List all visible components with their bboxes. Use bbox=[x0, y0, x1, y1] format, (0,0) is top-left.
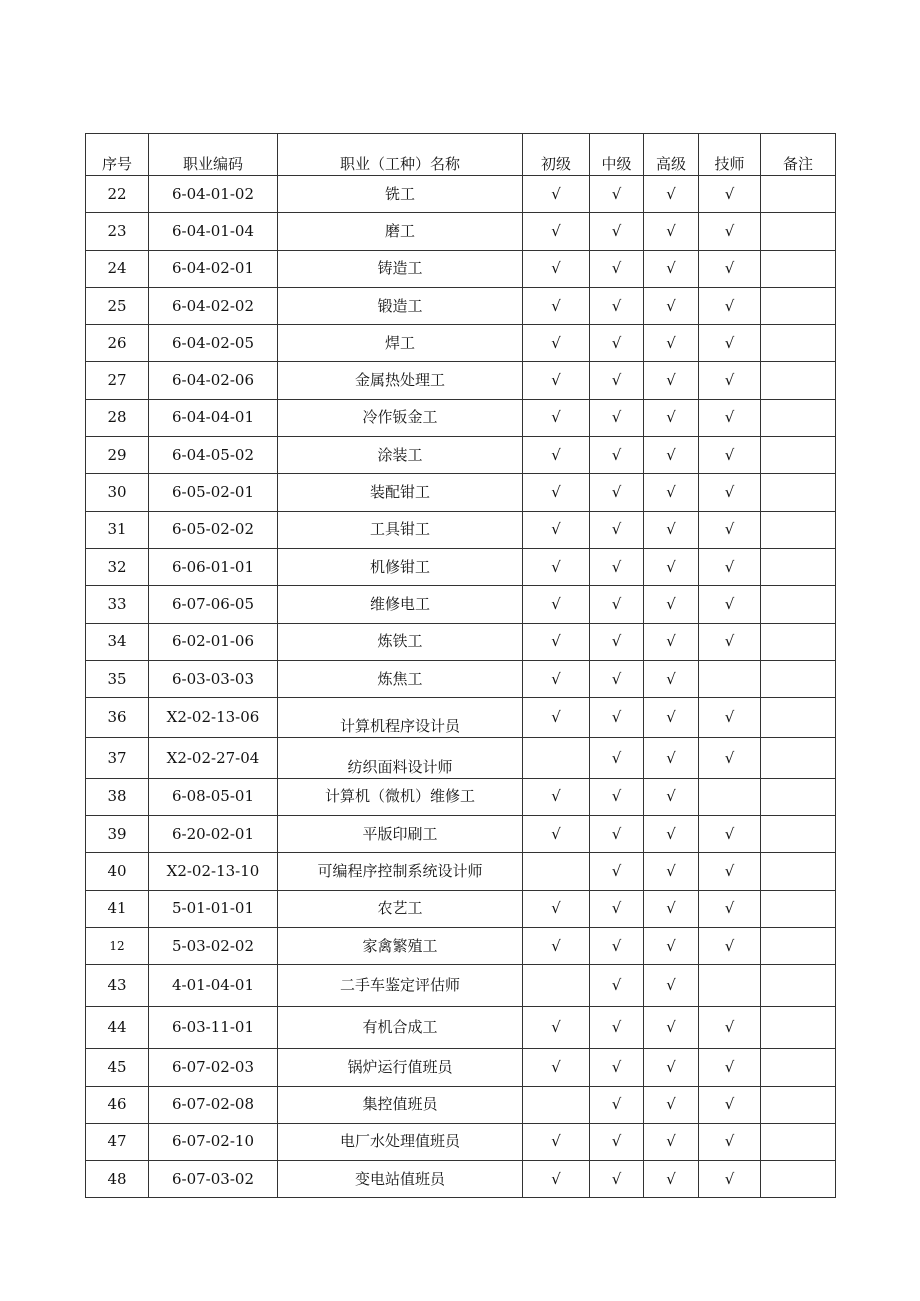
row-note bbox=[761, 890, 836, 927]
row-code: 6-08-05-01 bbox=[149, 778, 278, 815]
row-level-3: √ bbox=[644, 213, 699, 250]
row-level-1: √ bbox=[523, 1161, 590, 1198]
row-level-2: √ bbox=[590, 474, 644, 511]
row-level-2: √ bbox=[590, 250, 644, 287]
row-level-3: √ bbox=[644, 1161, 699, 1198]
header-name: 职业（工种）名称 bbox=[278, 134, 523, 176]
table-row bbox=[86, 586, 836, 623]
row-no: 37 bbox=[86, 738, 149, 778]
table-row bbox=[86, 890, 836, 927]
row-note bbox=[761, 362, 836, 399]
row-level-1: √ bbox=[523, 623, 590, 660]
table-row bbox=[86, 287, 836, 324]
row-note bbox=[761, 660, 836, 697]
row-level-2: √ bbox=[590, 1049, 644, 1086]
table-row bbox=[86, 1161, 836, 1198]
row-no: 32 bbox=[86, 548, 149, 585]
row-level-1: √ bbox=[523, 511, 590, 548]
row-note bbox=[761, 437, 836, 474]
table-row bbox=[86, 853, 836, 890]
row-note bbox=[761, 927, 836, 964]
table-row bbox=[86, 1086, 836, 1123]
table-row bbox=[86, 325, 836, 362]
row-code: 6-04-01-02 bbox=[149, 176, 278, 213]
row-level-2: √ bbox=[590, 738, 644, 778]
table-row bbox=[86, 474, 836, 511]
row-note bbox=[761, 1007, 836, 1049]
row-level-3: √ bbox=[644, 927, 699, 964]
row-level-2: √ bbox=[590, 927, 644, 964]
row-level-3: √ bbox=[644, 548, 699, 585]
row-name: 二手车鉴定评估师 bbox=[278, 965, 523, 1007]
row-name: 铣工 bbox=[278, 176, 523, 213]
row-code: 6-06-01-01 bbox=[149, 548, 278, 585]
row-code: 5-01-01-01 bbox=[149, 890, 278, 927]
row-no: 43 bbox=[86, 965, 149, 1007]
row-level-3: √ bbox=[644, 698, 699, 738]
table-row bbox=[86, 213, 836, 250]
row-no: 26 bbox=[86, 325, 149, 362]
row-no: 28 bbox=[86, 399, 149, 436]
row-note bbox=[761, 250, 836, 287]
row-note bbox=[761, 623, 836, 660]
table-row bbox=[86, 250, 836, 287]
row-level-3: √ bbox=[644, 1086, 699, 1123]
row-level-1: √ bbox=[523, 816, 590, 853]
table-row bbox=[86, 362, 836, 399]
row-name: 炼铁工 bbox=[278, 623, 523, 660]
row-level-3: √ bbox=[644, 853, 699, 890]
row-level-3: √ bbox=[644, 287, 699, 324]
row-no: 38 bbox=[86, 778, 149, 815]
row-code: 4-01-04-01 bbox=[149, 965, 278, 1007]
row-no: 47 bbox=[86, 1123, 149, 1160]
row-note bbox=[761, 1049, 836, 1086]
row-code: 6-07-02-03 bbox=[149, 1049, 278, 1086]
row-no: 30 bbox=[86, 474, 149, 511]
table-row bbox=[86, 965, 836, 1007]
row-level-4: √ bbox=[699, 250, 761, 287]
row-no: 27 bbox=[86, 362, 149, 399]
row-level-4: √ bbox=[699, 698, 761, 738]
row-name: 纺织面料设计师 bbox=[278, 738, 523, 778]
row-level-2: √ bbox=[590, 1161, 644, 1198]
row-level-2: √ bbox=[590, 853, 644, 890]
row-level-3: √ bbox=[644, 1123, 699, 1160]
row-level-3: √ bbox=[644, 623, 699, 660]
row-level-2: √ bbox=[590, 778, 644, 815]
row-note bbox=[761, 176, 836, 213]
table-row bbox=[86, 927, 836, 964]
row-level-1: √ bbox=[523, 1123, 590, 1160]
row-note bbox=[761, 287, 836, 324]
row-level-3: √ bbox=[644, 474, 699, 511]
table-row bbox=[86, 1007, 836, 1049]
row-level-4: √ bbox=[699, 1049, 761, 1086]
row-level-3: √ bbox=[644, 362, 699, 399]
row-level-2: √ bbox=[590, 965, 644, 1007]
row-level-4 bbox=[699, 965, 761, 1007]
table-row bbox=[86, 511, 836, 548]
row-level-2: √ bbox=[590, 1007, 644, 1049]
row-note bbox=[761, 738, 836, 778]
row-name: 炼焦工 bbox=[278, 660, 523, 697]
table-row bbox=[86, 816, 836, 853]
row-level-3: √ bbox=[644, 778, 699, 815]
row-no: 39 bbox=[86, 816, 149, 853]
row-level-2: √ bbox=[590, 660, 644, 697]
table-row bbox=[86, 1049, 836, 1086]
row-name: 农艺工 bbox=[278, 890, 523, 927]
row-name: 家禽繁殖工 bbox=[278, 927, 523, 964]
row-note bbox=[761, 1123, 836, 1160]
row-level-1: √ bbox=[523, 698, 590, 738]
table-row bbox=[86, 1123, 836, 1160]
row-no: 41 bbox=[86, 890, 149, 927]
row-name: 计算机（微机）维修工 bbox=[278, 778, 523, 815]
row-level-1: √ bbox=[523, 250, 590, 287]
row-name: 集控值班员 bbox=[278, 1086, 523, 1123]
row-level-4: √ bbox=[699, 362, 761, 399]
row-name: 装配钳工 bbox=[278, 474, 523, 511]
row-level-1 bbox=[523, 853, 590, 890]
header-note: 备注 bbox=[761, 134, 836, 176]
row-no: 12 bbox=[86, 927, 149, 964]
row-level-1: √ bbox=[523, 362, 590, 399]
row-level-3: √ bbox=[644, 816, 699, 853]
row-level-4: √ bbox=[699, 586, 761, 623]
row-level-3: √ bbox=[644, 965, 699, 1007]
row-no: 22 bbox=[86, 176, 149, 213]
row-level-3: √ bbox=[644, 738, 699, 778]
row-name: 铸造工 bbox=[278, 250, 523, 287]
row-level-1 bbox=[523, 965, 590, 1007]
table-row bbox=[86, 548, 836, 585]
row-no: 23 bbox=[86, 213, 149, 250]
row-level-4: √ bbox=[699, 548, 761, 585]
row-level-4: √ bbox=[699, 437, 761, 474]
header-level-4: 技师 bbox=[699, 134, 761, 176]
row-name: 电厂水处理值班员 bbox=[278, 1123, 523, 1160]
row-code: 6-05-02-01 bbox=[149, 474, 278, 511]
row-name: 锻造工 bbox=[278, 287, 523, 324]
row-code: X2-02-13-06 bbox=[149, 698, 278, 738]
row-level-1: √ bbox=[523, 474, 590, 511]
row-no: 31 bbox=[86, 511, 149, 548]
table-row bbox=[86, 698, 836, 738]
row-no: 25 bbox=[86, 287, 149, 324]
row-level-2: √ bbox=[590, 176, 644, 213]
row-code: 5-03-02-02 bbox=[149, 927, 278, 964]
row-no: 34 bbox=[86, 623, 149, 660]
row-level-4: √ bbox=[699, 213, 761, 250]
row-no: 29 bbox=[86, 437, 149, 474]
row-name: 可编程序控制系统设计师 bbox=[278, 853, 523, 890]
row-note bbox=[761, 1086, 836, 1123]
row-level-1: √ bbox=[523, 287, 590, 324]
header-code: 职业编码 bbox=[149, 134, 278, 176]
row-code: X2-02-27-04 bbox=[149, 738, 278, 778]
row-level-1 bbox=[523, 1086, 590, 1123]
row-level-4: √ bbox=[699, 816, 761, 853]
table-row bbox=[86, 176, 836, 213]
row-name: 计算机程序设计员 bbox=[278, 698, 523, 738]
header-row bbox=[86, 134, 836, 176]
row-level-4 bbox=[699, 660, 761, 697]
row-level-3: √ bbox=[644, 399, 699, 436]
row-level-2: √ bbox=[590, 511, 644, 548]
row-note bbox=[761, 399, 836, 436]
row-level-2: √ bbox=[590, 548, 644, 585]
row-no: 24 bbox=[86, 250, 149, 287]
row-name: 机修钳工 bbox=[278, 548, 523, 585]
row-name: 涂装工 bbox=[278, 437, 523, 474]
row-level-3: √ bbox=[644, 586, 699, 623]
row-level-1: √ bbox=[523, 176, 590, 213]
row-level-2: √ bbox=[590, 287, 644, 324]
row-note bbox=[761, 778, 836, 815]
row-level-2: √ bbox=[590, 623, 644, 660]
row-note bbox=[761, 548, 836, 585]
row-name: 维修电工 bbox=[278, 586, 523, 623]
row-code: 6-04-02-02 bbox=[149, 287, 278, 324]
row-code: 6-04-05-02 bbox=[149, 437, 278, 474]
row-level-3: √ bbox=[644, 250, 699, 287]
row-code: X2-02-13-10 bbox=[149, 853, 278, 890]
row-level-1: √ bbox=[523, 586, 590, 623]
row-level-2: √ bbox=[590, 816, 644, 853]
row-level-1: √ bbox=[523, 1049, 590, 1086]
table-row bbox=[86, 623, 836, 660]
row-level-4: √ bbox=[699, 399, 761, 436]
row-level-2: √ bbox=[590, 890, 644, 927]
table-row bbox=[86, 738, 836, 778]
row-level-4: √ bbox=[699, 511, 761, 548]
row-name: 磨工 bbox=[278, 213, 523, 250]
row-note bbox=[761, 698, 836, 738]
row-level-3: √ bbox=[644, 437, 699, 474]
row-name: 工具钳工 bbox=[278, 511, 523, 548]
row-level-4 bbox=[699, 778, 761, 815]
row-level-1: √ bbox=[523, 660, 590, 697]
table-row bbox=[86, 437, 836, 474]
row-note bbox=[761, 816, 836, 853]
header-no: 序号 bbox=[86, 134, 149, 176]
row-note bbox=[761, 511, 836, 548]
row-code: 6-04-02-06 bbox=[149, 362, 278, 399]
row-no: 35 bbox=[86, 660, 149, 697]
row-level-1: √ bbox=[523, 927, 590, 964]
row-no: 45 bbox=[86, 1049, 149, 1086]
row-code: 6-04-02-05 bbox=[149, 325, 278, 362]
header-level-3: 高级 bbox=[644, 134, 699, 176]
row-level-1: √ bbox=[523, 778, 590, 815]
row-code: 6-03-11-01 bbox=[149, 1007, 278, 1049]
row-note bbox=[761, 1161, 836, 1198]
row-name: 金属热处理工 bbox=[278, 362, 523, 399]
row-name: 冷作钣金工 bbox=[278, 399, 523, 436]
row-level-3: √ bbox=[644, 325, 699, 362]
row-code: 6-04-04-01 bbox=[149, 399, 278, 436]
row-note bbox=[761, 853, 836, 890]
row-note bbox=[761, 213, 836, 250]
row-level-2: √ bbox=[590, 698, 644, 738]
row-level-4: √ bbox=[699, 325, 761, 362]
row-level-4: √ bbox=[699, 176, 761, 213]
header-level-1: 初级 bbox=[523, 134, 590, 176]
row-no: 36 bbox=[86, 698, 149, 738]
row-level-2: √ bbox=[590, 362, 644, 399]
row-code: 6-07-02-08 bbox=[149, 1086, 278, 1123]
row-level-4: √ bbox=[699, 287, 761, 324]
row-level-4: √ bbox=[699, 927, 761, 964]
row-code: 6-04-02-01 bbox=[149, 250, 278, 287]
row-level-3: √ bbox=[644, 1049, 699, 1086]
table-row bbox=[86, 778, 836, 815]
table-row bbox=[86, 399, 836, 436]
row-code: 6-03-03-03 bbox=[149, 660, 278, 697]
row-level-1: √ bbox=[523, 399, 590, 436]
row-level-4: √ bbox=[699, 1123, 761, 1160]
row-no: 44 bbox=[86, 1007, 149, 1049]
row-level-4: √ bbox=[699, 1161, 761, 1198]
row-level-4: √ bbox=[699, 738, 761, 778]
row-note bbox=[761, 586, 836, 623]
row-level-3: √ bbox=[644, 660, 699, 697]
row-level-1: √ bbox=[523, 890, 590, 927]
row-level-2: √ bbox=[590, 586, 644, 623]
row-name: 焊工 bbox=[278, 325, 523, 362]
row-level-4: √ bbox=[699, 890, 761, 927]
row-code: 6-07-02-10 bbox=[149, 1123, 278, 1160]
table-row bbox=[86, 660, 836, 697]
row-note bbox=[761, 325, 836, 362]
row-level-4: √ bbox=[699, 1086, 761, 1123]
row-level-1: √ bbox=[523, 548, 590, 585]
row-level-3: √ bbox=[644, 176, 699, 213]
row-level-4: √ bbox=[699, 853, 761, 890]
row-no: 46 bbox=[86, 1086, 149, 1123]
row-level-1: √ bbox=[523, 325, 590, 362]
occupation-table bbox=[85, 133, 836, 1198]
row-no: 40 bbox=[86, 853, 149, 890]
row-name: 锅炉运行值班员 bbox=[278, 1049, 523, 1086]
row-no: 33 bbox=[86, 586, 149, 623]
row-level-4: √ bbox=[699, 474, 761, 511]
row-level-1: √ bbox=[523, 213, 590, 250]
row-code: 6-05-02-02 bbox=[149, 511, 278, 548]
row-note bbox=[761, 965, 836, 1007]
header-level-2: 中级 bbox=[590, 134, 644, 176]
row-no: 48 bbox=[86, 1161, 149, 1198]
row-code: 6-04-01-04 bbox=[149, 213, 278, 250]
row-level-2: √ bbox=[590, 437, 644, 474]
row-level-4: √ bbox=[699, 1007, 761, 1049]
row-level-1: √ bbox=[523, 437, 590, 474]
row-code: 6-07-06-05 bbox=[149, 586, 278, 623]
row-level-3: √ bbox=[644, 511, 699, 548]
row-level-2: √ bbox=[590, 1123, 644, 1160]
row-note bbox=[761, 474, 836, 511]
row-name: 平版印刷工 bbox=[278, 816, 523, 853]
row-level-3: √ bbox=[644, 1007, 699, 1049]
row-name: 有机合成工 bbox=[278, 1007, 523, 1049]
row-level-2: √ bbox=[590, 399, 644, 436]
row-level-3: √ bbox=[644, 890, 699, 927]
row-code: 6-02-01-06 bbox=[149, 623, 278, 660]
row-code: 6-07-03-02 bbox=[149, 1161, 278, 1198]
row-level-1 bbox=[523, 738, 590, 778]
row-level-2: √ bbox=[590, 1086, 644, 1123]
row-level-2: √ bbox=[590, 213, 644, 250]
row-level-4: √ bbox=[699, 623, 761, 660]
row-name: 变电站值班员 bbox=[278, 1161, 523, 1198]
row-code: 6-20-02-01 bbox=[149, 816, 278, 853]
row-level-1: √ bbox=[523, 1007, 590, 1049]
row-level-2: √ bbox=[590, 325, 644, 362]
